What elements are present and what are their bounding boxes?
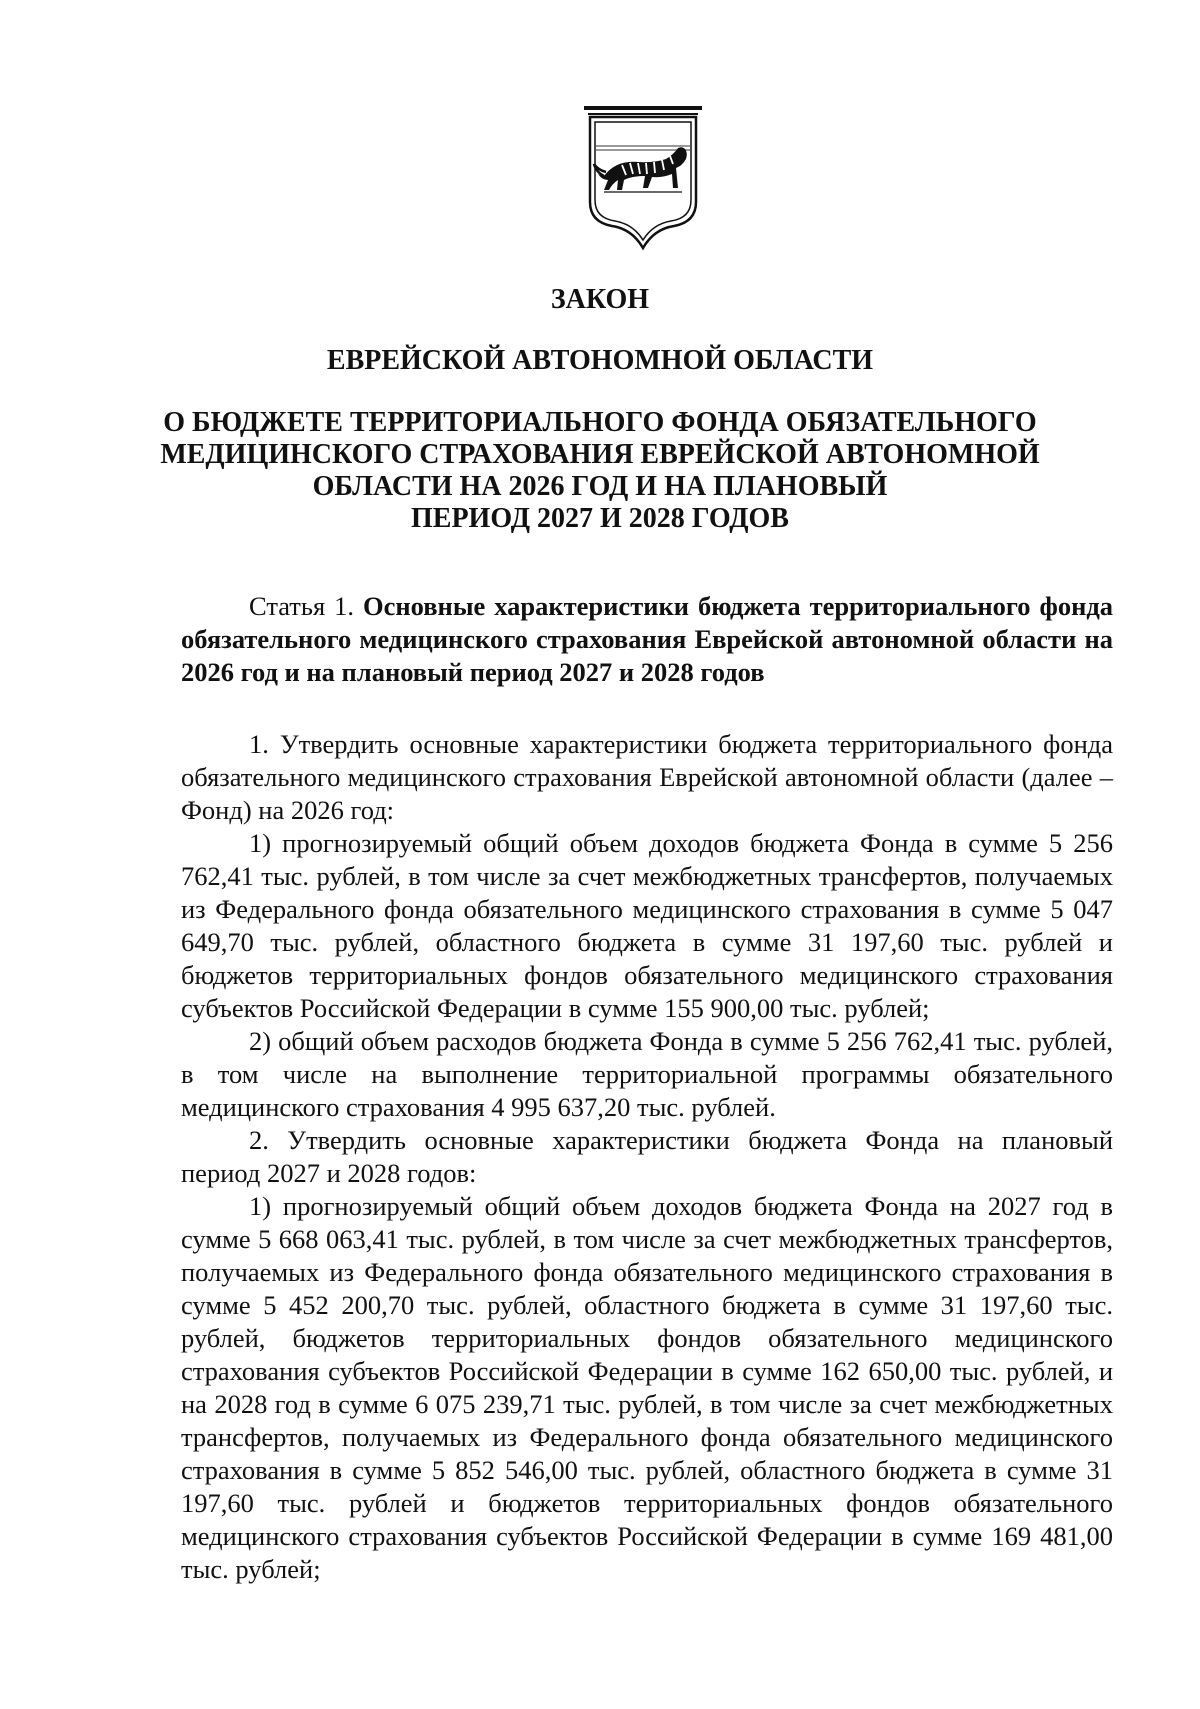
article-heading — [181, 590, 1113, 689]
law-title-line: МЕДИЦИНСКОГО СТРАХОВАНИЯ ЕВРЕЙСКОЙ АВТОНОМНОЙ — [160, 439, 1040, 470]
law-title-line: О БЮДЖЕТЕ ТЕРРИТОРИАЛЬНОГО ФОНДА ОБЯЗАТЕЛЬНОГО — [163, 407, 1037, 438]
region-heading: ЕВРЕЙСКОЙ АВТОНОМНОЙ ОБЛАСТИ — [326, 345, 874, 376]
law-heading: ЗАКОН — [550, 284, 650, 315]
law-title — [0, 407, 1200, 535]
paragraph: 1) прогнозируемый общий объем доходов бюджета Фонда на 2027 год в сумме 5 668 063,41 тыс. рублей, в том числе за счет межбюджетных трансфертов, получаемых из Федерального фонда обязательного медицинского страхования в сумме 5 452 200,70 тыс. рублей, областного бюджета в сумме 31 197,60 тыс. рублей, бюджетов территориальных фондов обязательного медицинского страхования субъектов Российской Федерации в сумме 162 650,00 тыс. рублей, и на 2028 год в сумме 6 075 239,71 тыс. рублей, в том числе за счет межбюджетных трансфертов, получаемых из Федерального фонда обязательного медицинского страхования в сумме 5 852 546,00 тыс. рублей, областного бюджета в сумме 31 197,60 тыс. рублей и бюджетов территориальных фондов обязательного медицинского страхования субъектов Российской Федерации в сумме 169 481,00 тыс. рублей; — [181, 1191, 1113, 1584]
coat-of-arms-tiger-icon — [584, 106, 702, 248]
law-title-line: ПЕРИОД 2027 И 2028 ГОДОВ — [411, 503, 789, 534]
law-title-line: ОБЛАСТИ НА 2026 ГОД И НА ПЛАНОВЫЙ — [312, 471, 888, 502]
article-title: Основные характеристики бюджета территориального фонда обязательного медицинского страхования Еврейской автономной области на 2026 год и на плановый период 2027 и 2028 годов — [181, 591, 1114, 687]
article-label: Статья 1. — [249, 591, 355, 621]
paragraph: 2) общий объем расходов бюджета Фонда в сумме 5 256 762,41 тыс. рублей, в том числе на выполнение территориальной программы обязательного медицинского страхования 4 995 637,20 тыс. рублей. — [181, 1026, 1113, 1122]
coat-of-arms-emblem — [582, 104, 704, 252]
paragraph: 1. Утвердить основные характеристики бюджета территориального фонда обязательного медицинского страхования Еврейской автономной области (далее – Фонд) на 2026 год: — [181, 729, 1113, 825]
paragraph: 1) прогнозируемый общий объем доходов бюджета Фонда в сумме 5 256 762,41 тыс. рублей, в том числе за счет межбюджетных трансфертов, получаемых из Федерального фонда обязательного медицинского страхования в сумме 5 047 649,70 тыс. рублей, областного бюджета в сумме 31 197,60 тыс. рублей и бюджетов территориальных фондов обязательного медицинского страхования субъектов Российской Федерации в сумме 155 900,00 тыс. рублей; — [181, 828, 1113, 1023]
paragraph: 2. Утвердить основные характеристики бюджета Фонда на плановый период 2027 и 2028 годов: — [181, 1125, 1113, 1188]
document-body — [181, 590, 1113, 1586]
